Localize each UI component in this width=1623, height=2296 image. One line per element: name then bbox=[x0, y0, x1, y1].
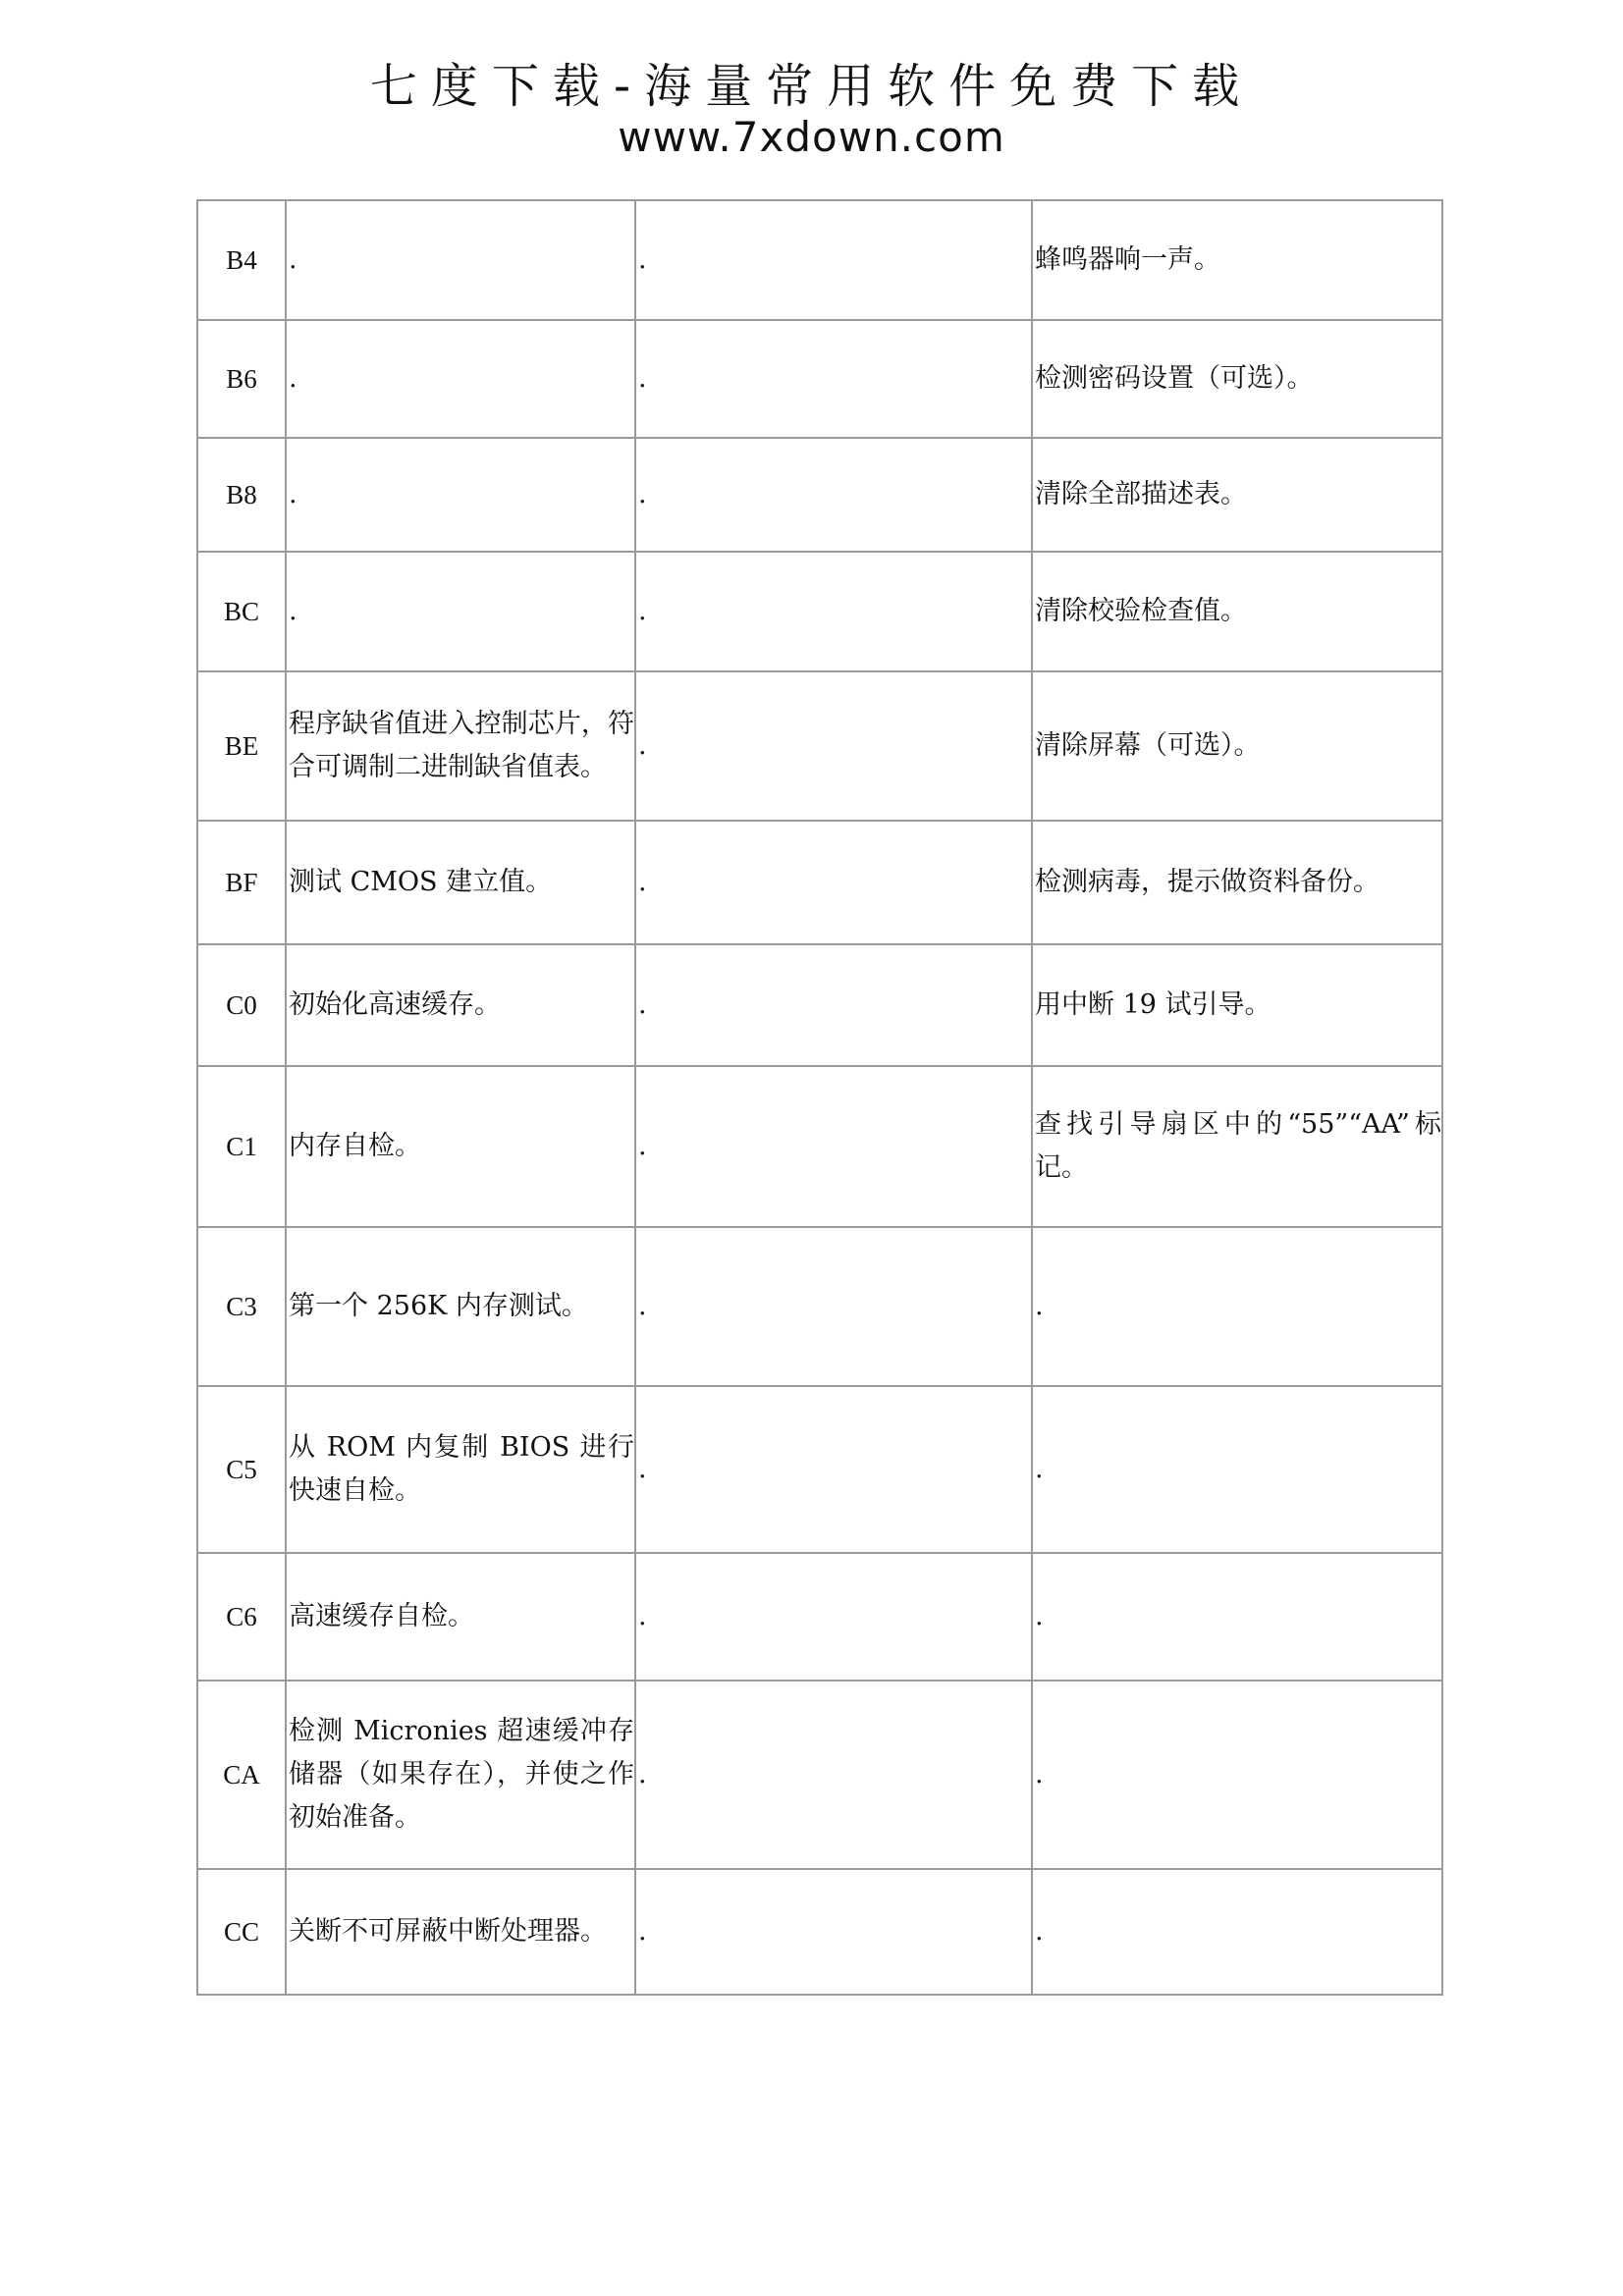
table-row bbox=[197, 1066, 1442, 1227]
description-cell: . bbox=[635, 1553, 1032, 1681]
description-cell: . bbox=[1032, 1681, 1442, 1869]
table-row bbox=[197, 671, 1442, 821]
table-row bbox=[197, 944, 1442, 1066]
table-row bbox=[197, 200, 1442, 320]
header-url: www.7xdown.com bbox=[618, 113, 1005, 161]
description-cell: . bbox=[635, 320, 1032, 438]
header-title: 七度下载-海量常用软件免费下载 bbox=[369, 59, 1254, 114]
description-cell: 程序缺省值进入控制芯片，符合可调制二进制缺省值表。 bbox=[286, 671, 635, 821]
description-cell: . bbox=[1032, 1386, 1442, 1553]
post-code-cell: B8 bbox=[197, 438, 286, 552]
description-cell: 清除校验检查值。 bbox=[1032, 552, 1442, 671]
post-code-cell: BC bbox=[197, 552, 286, 671]
description-cell: 初始化高速缓存。 bbox=[286, 944, 635, 1066]
table-row bbox=[197, 821, 1442, 944]
description-cell: . bbox=[286, 552, 635, 671]
post-code-cell: CA bbox=[197, 1681, 286, 1869]
description-cell: . bbox=[1032, 1869, 1442, 1995]
description-cell: . bbox=[635, 438, 1032, 552]
description-cell: 清除全部描述表。 bbox=[1032, 438, 1442, 552]
description-cell: . bbox=[635, 200, 1032, 320]
post-code-cell: B6 bbox=[197, 320, 286, 438]
description-cell: . bbox=[1032, 1227, 1442, 1386]
description-cell: . bbox=[1032, 1553, 1442, 1681]
description-cell: . bbox=[635, 821, 1032, 944]
post-code-cell: BF bbox=[197, 821, 286, 944]
table-row bbox=[197, 320, 1442, 438]
description-cell: 内存自检。 bbox=[286, 1066, 635, 1227]
table-row bbox=[197, 1553, 1442, 1681]
table-row bbox=[197, 1227, 1442, 1386]
table-row bbox=[197, 1386, 1442, 1553]
post-code-cell: C6 bbox=[197, 1553, 286, 1681]
post-code-cell: C3 bbox=[197, 1227, 286, 1386]
table-row bbox=[197, 1681, 1442, 1869]
description-cell: 蜂鸣器响一声。 bbox=[1032, 200, 1442, 320]
description-cell: . bbox=[635, 1066, 1032, 1227]
description-cell: 检测病毒，提示做资料备份。 bbox=[1032, 821, 1442, 944]
description-cell: 高速缓存自检。 bbox=[286, 1553, 635, 1681]
description-cell: . bbox=[635, 1227, 1032, 1386]
description-cell: 从 ROM 内复制 BIOS 进行快速自检。 bbox=[286, 1386, 635, 1553]
description-cell: 检测 Micronies 超速缓冲存储器（如果存在），并使之作初始准备。 bbox=[286, 1681, 635, 1869]
description-cell: . bbox=[635, 552, 1032, 671]
post-code-cell: BE bbox=[197, 671, 286, 821]
description-cell: 检测密码设置（可选）。 bbox=[1032, 320, 1442, 438]
description-cell: 清除屏幕（可选）。 bbox=[1032, 671, 1442, 821]
description-cell: 测试 CMOS 建立值。 bbox=[286, 821, 635, 944]
post-code-table bbox=[196, 199, 1443, 1996]
description-cell: . bbox=[635, 944, 1032, 1066]
description-cell: 查找引导扇区中的“55”“AA”标记。 bbox=[1032, 1066, 1442, 1227]
post-code-cell: CC bbox=[197, 1869, 286, 1995]
post-code-cell: C5 bbox=[197, 1386, 286, 1553]
description-cell: . bbox=[635, 671, 1032, 821]
description-cell: . bbox=[286, 200, 635, 320]
description-cell: . bbox=[286, 438, 635, 552]
post-code-cell: C1 bbox=[197, 1066, 286, 1227]
description-cell: . bbox=[635, 1681, 1032, 1869]
table-row bbox=[197, 438, 1442, 552]
description-cell: 关断不可屏蔽中断处理器。 bbox=[286, 1869, 635, 1995]
description-cell: . bbox=[286, 320, 635, 438]
table-row bbox=[197, 552, 1442, 671]
post-code-cell: B4 bbox=[197, 200, 286, 320]
post-code-cell: C0 bbox=[197, 944, 286, 1066]
description-cell: 用中断 19 试引导。 bbox=[1032, 944, 1442, 1066]
description-cell: 第一个 256K 内存测试。 bbox=[286, 1227, 635, 1386]
description-cell: . bbox=[635, 1869, 1032, 1995]
table-row bbox=[197, 1869, 1442, 1995]
description-cell: . bbox=[635, 1386, 1032, 1553]
